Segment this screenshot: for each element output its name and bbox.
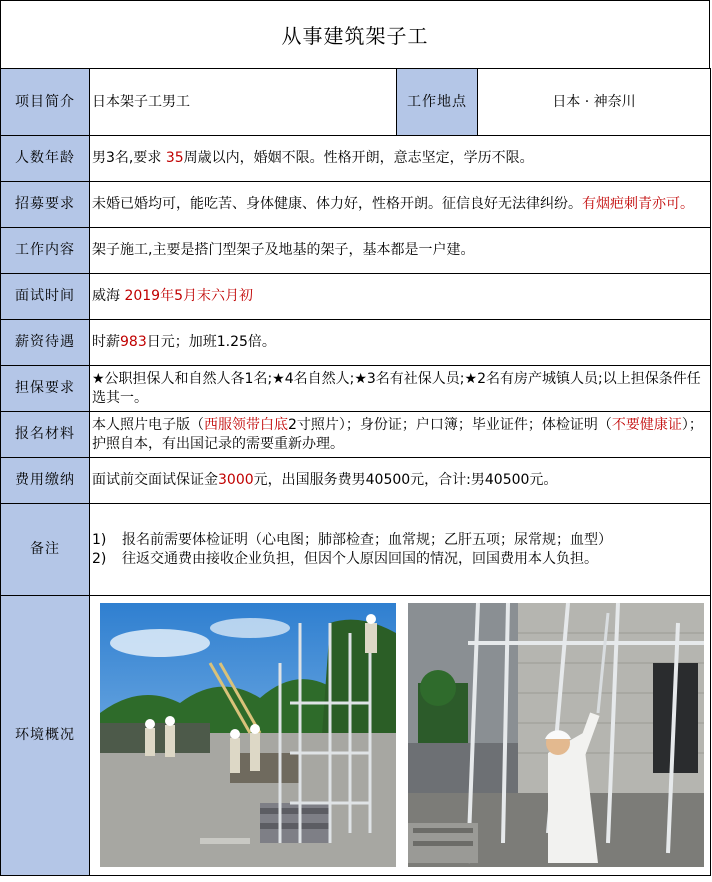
- salary-wage: 983: [120, 334, 147, 350]
- label-guarantee: 担保要求: [1, 366, 90, 412]
- salary-text-b: 日元；加班1.25倍。: [146, 334, 276, 350]
- note-text: 往返交通费由接收企业负担，但因个人原因回国的情况，回国费用本人负担。: [122, 550, 598, 567]
- documents-text-b: 2寸照片）；身份证；户口簿；毕业证件；体检证明（: [288, 416, 612, 433]
- label-require: 招募要求: [1, 182, 90, 228]
- people-age: 35: [165, 150, 184, 166]
- value-require: [90, 182, 711, 228]
- note-item: [92, 531, 708, 550]
- page-title: 从事建筑架子工: [0, 0, 710, 68]
- label-documents: 报名材料: [1, 412, 90, 458]
- row-people: [1, 136, 711, 182]
- value-people: [90, 136, 711, 182]
- label-project: 项目简介: [1, 69, 90, 136]
- interview-place: 威海: [92, 288, 125, 304]
- row-fees: [1, 458, 711, 504]
- label-location: 工作地点: [397, 69, 478, 136]
- value-environment: [90, 596, 711, 876]
- row-project: [1, 69, 711, 136]
- value-documents: [90, 412, 711, 458]
- salary-text-a: 时薪: [92, 334, 120, 350]
- label-work: 工作内容: [1, 228, 90, 274]
- value-salary: [90, 320, 711, 366]
- note-num: 2): [92, 550, 107, 567]
- site-photo-scaffold-yard: [100, 603, 396, 867]
- value-project: 日本架子工男工: [90, 69, 397, 136]
- interview-date: 2019年5月末六月初: [124, 288, 253, 304]
- label-notes: 备注: [1, 504, 90, 596]
- row-interview: [1, 274, 711, 320]
- value-guarantee: ★公职担保人和自然人各1名;★4名自然人;★3名有社保人员;★2名有房产城镇人员;以上担保条件任选其一。: [90, 366, 711, 412]
- site-photo-house-scaffold: [408, 603, 704, 867]
- note-num: 1): [92, 531, 107, 548]
- label-environment: 环境概况: [1, 596, 90, 876]
- value-work: 架子施工,主要是搭门型架子及地基的架子，基本都是一户建。: [90, 228, 711, 274]
- require-red-text: 有烟疤刺青亦可。: [582, 196, 694, 212]
- row-notes: [1, 504, 711, 596]
- value-location: 日本 · 神奈川: [478, 69, 711, 136]
- note-text: 报名前需要体检证明（心电图；肺部检查；血常规；乙肝五项；尿常规；血型）: [122, 531, 612, 548]
- documents-suit: 西服领带白底: [204, 416, 288, 433]
- row-salary: [1, 320, 711, 366]
- label-people: 人数年龄: [1, 136, 90, 182]
- row-environment: [1, 596, 711, 876]
- row-guarantee: [1, 366, 711, 412]
- documents-health: 不要健康证: [611, 416, 682, 433]
- label-salary: 薪资待遇: [1, 320, 90, 366]
- documents-text-c: ）；护照自本，有出国记录的需要重新办理。: [92, 416, 703, 452]
- label-interview: 面试时间: [1, 274, 90, 320]
- info-table: [0, 68, 711, 876]
- value-interview: [90, 274, 711, 320]
- require-text: 未婚已婚均可，能吃苦、身体健康、体力好，性格开朗。征信良好无法律纠纷。: [92, 196, 582, 212]
- row-work: [1, 228, 711, 274]
- fees-deposit: 3000: [218, 472, 254, 488]
- value-fees: [90, 458, 711, 504]
- note-item: [92, 550, 708, 569]
- people-text-a: 男3名,要求: [92, 150, 166, 166]
- label-fees: 费用缴纳: [1, 458, 90, 504]
- people-text-b: 周歳以内，婚姻不限。性格开朗，意志坚定，学历不限。: [183, 150, 534, 166]
- row-documents: [1, 412, 711, 458]
- row-require: [1, 182, 711, 228]
- fees-text-b: 元，出国服务费男40500元，合计:男40500元。: [253, 472, 558, 488]
- value-notes: [90, 504, 711, 596]
- fees-text-a: 面试前交面试保证金: [92, 472, 218, 488]
- documents-text-a: 本人照片电子版（: [92, 416, 204, 433]
